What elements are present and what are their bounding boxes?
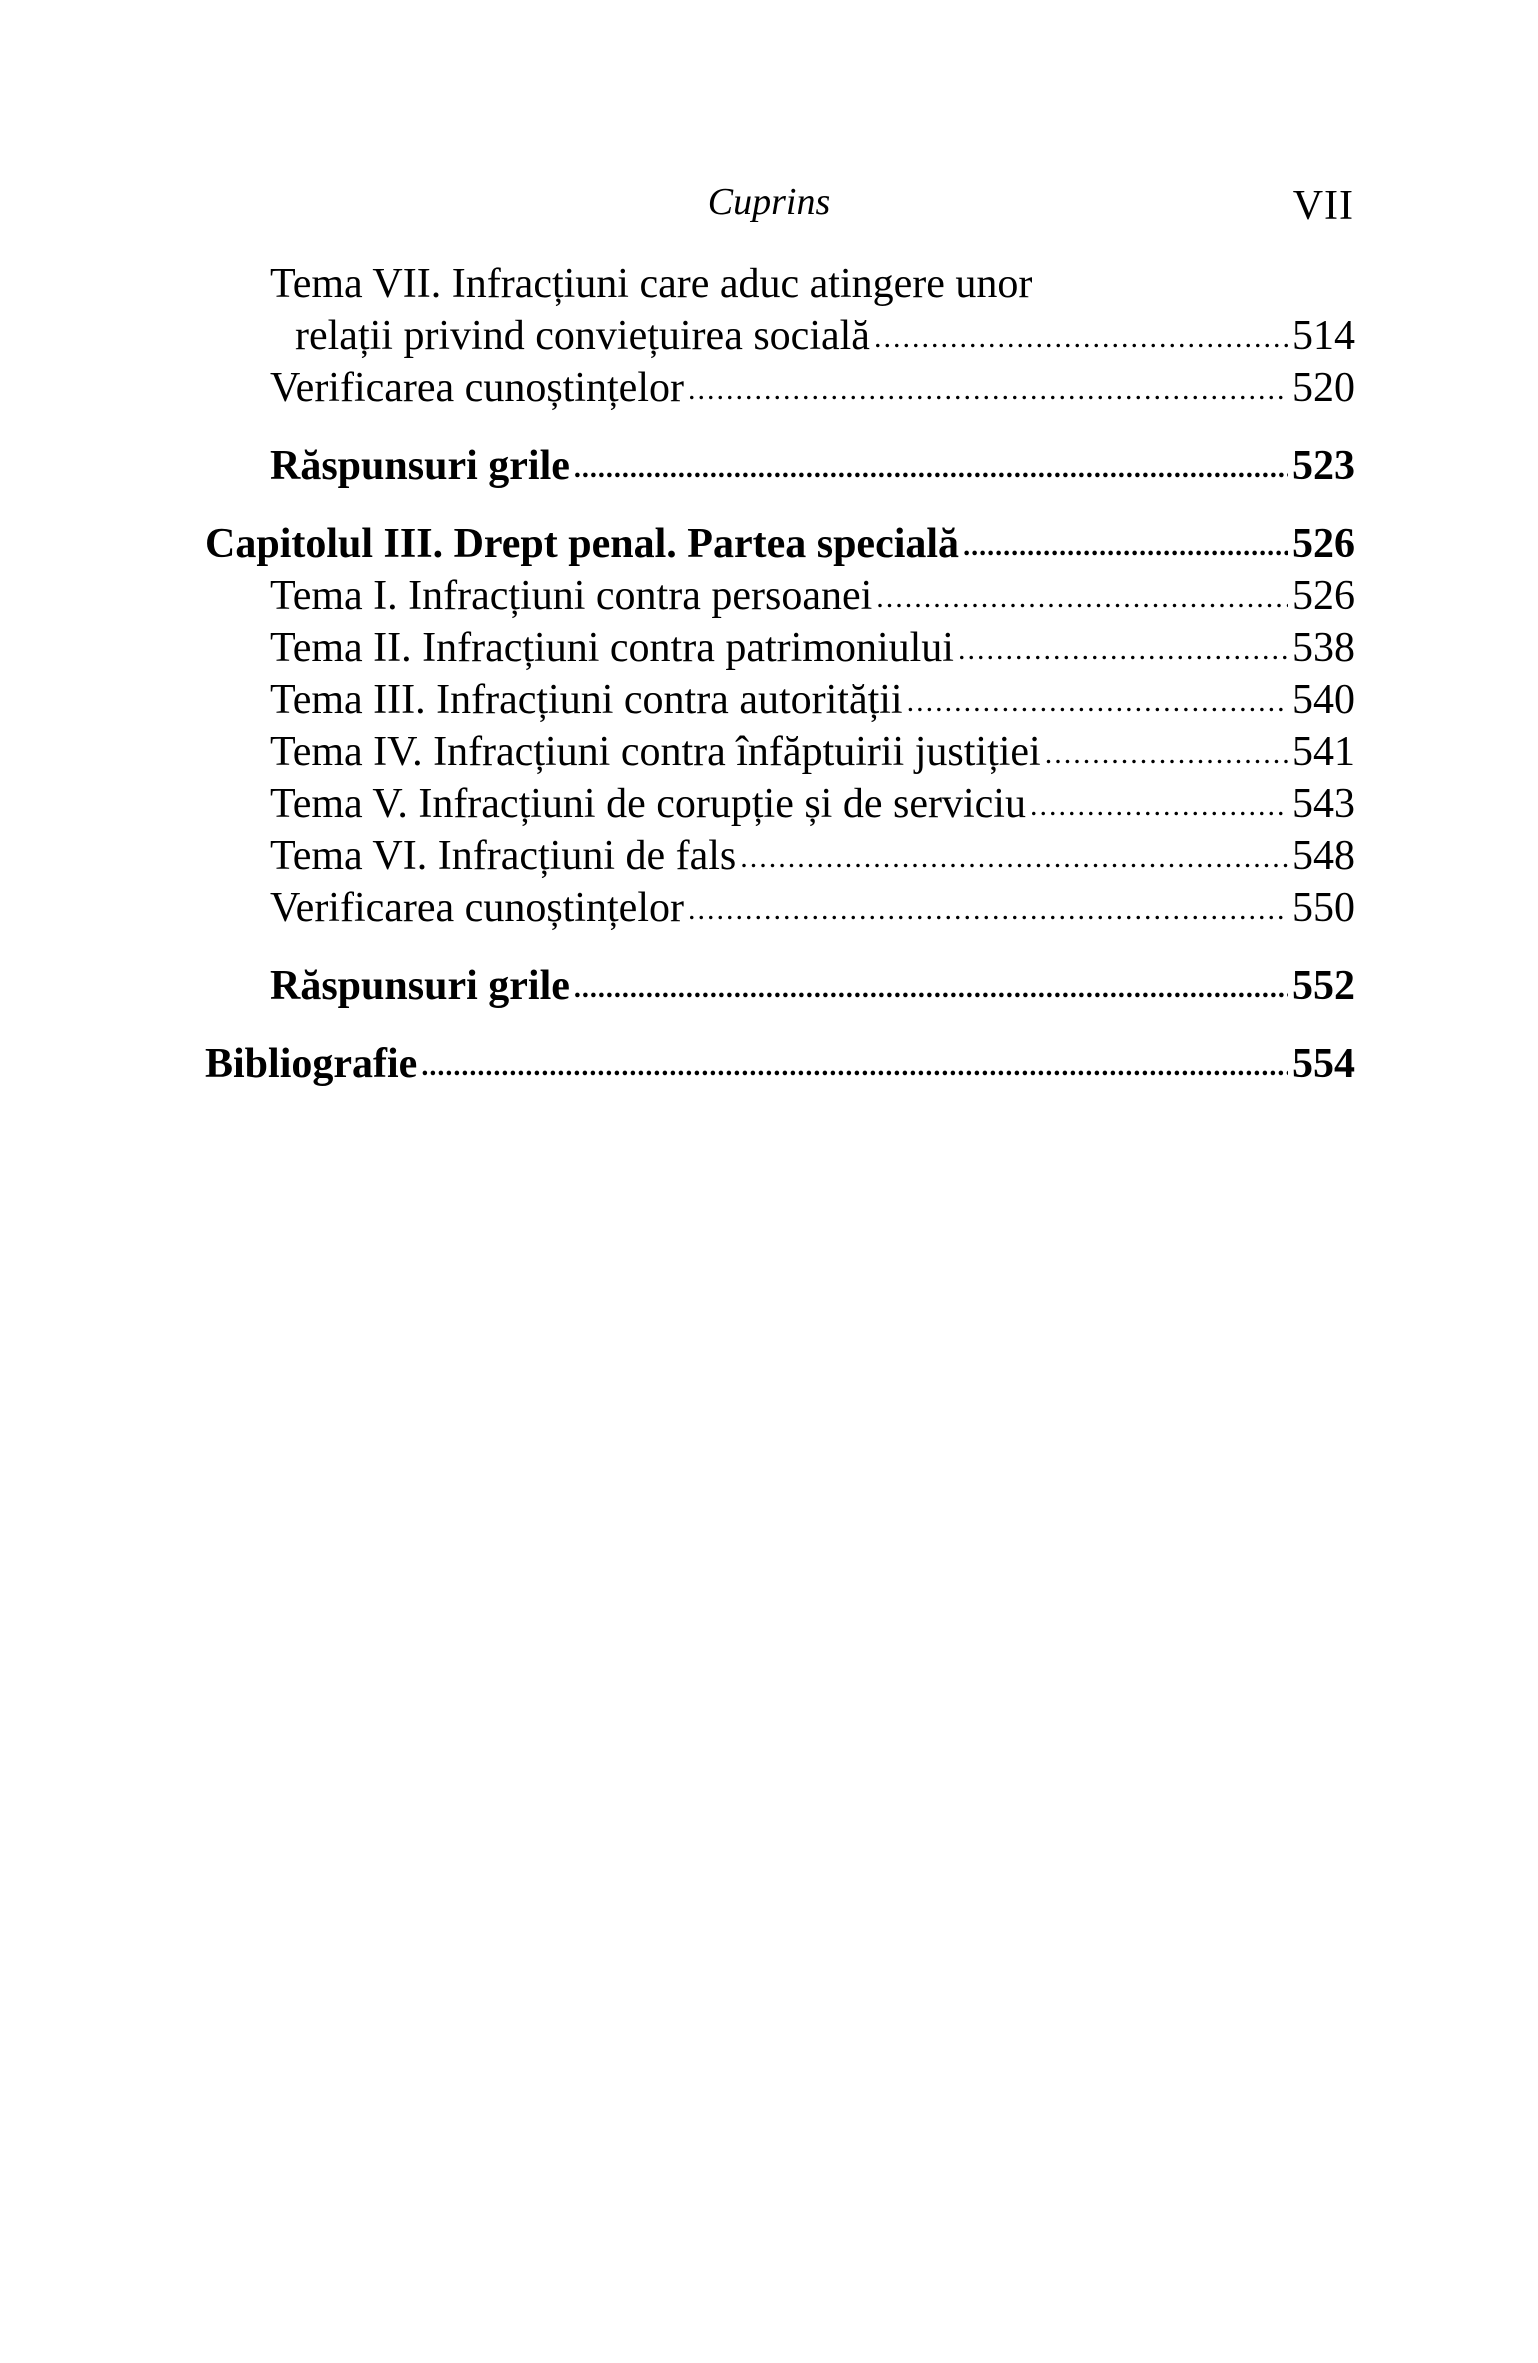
dot-leader — [688, 360, 1288, 416]
dot-leader — [876, 568, 1288, 624]
toc-entry-text: Tema VII. Infracțiuni care aduc atingere unor — [270, 261, 1033, 307]
toc-entry-page: 514 — [1292, 313, 1355, 359]
toc-entry-text: Răspunsuri grile — [270, 443, 570, 489]
toc-entry-text: Tema IV. Infracțiuni contra înfăptuirii justiției — [270, 729, 1041, 775]
toc-entry-page: 526 — [1292, 573, 1355, 619]
toc-entry-text: Tema VI. Infracțiuni de fals — [270, 833, 737, 879]
toc-entry-page: 554 — [1292, 1041, 1355, 1087]
toc-entry-text: Tema II. Infracțiuni contra patrimoniului — [270, 625, 954, 671]
toc-entry-text: Bibliografie — [205, 1041, 418, 1087]
dot-leader — [574, 438, 1288, 495]
toc-entry-page: 520 — [1292, 365, 1355, 411]
toc-entry-tema-7-line1 — [205, 258, 1355, 310]
toc-entry-text: Capitolul III. Drept penal. Partea specială — [205, 521, 960, 567]
toc-entry-page: 552 — [1292, 963, 1355, 1009]
dot-leader — [1045, 724, 1288, 780]
dot-leader — [740, 828, 1288, 884]
toc-entry — [205, 830, 1355, 882]
toc-entry — [205, 674, 1355, 726]
dot-leader — [421, 1036, 1288, 1093]
toc-entry-raspunsuri-1 — [205, 440, 1355, 492]
toc-entry-capitolul-3 — [205, 518, 1355, 570]
toc-entry-text: Verificarea cunoștințelor — [270, 885, 684, 931]
toc-entry — [205, 726, 1355, 778]
toc-entry-text: relații privind conviețuirea socială — [295, 313, 870, 359]
toc-entry-text: Răspunsuri grile — [270, 963, 570, 1009]
toc-entry-page: 540 — [1292, 677, 1355, 723]
toc-entry-text: Tema V. Infracțiuni de corupție și de serviciu — [270, 781, 1026, 827]
toc-entry-text: Tema III. Infracțiuni contra autorității — [270, 677, 903, 723]
dot-leader — [907, 672, 1288, 728]
toc-entry-text: Tema I. Infracțiuni contra persoanei — [270, 573, 873, 619]
toc-entry-raspunsuri-2 — [205, 960, 1355, 1012]
toc-entry — [205, 778, 1355, 830]
header-page-number: VII — [1292, 183, 1354, 229]
table-of-contents — [205, 258, 1355, 1090]
toc-entry-page: 543 — [1292, 781, 1355, 827]
dot-leader — [1030, 776, 1288, 832]
header-title: Cuprins — [707, 181, 831, 223]
toc-entry-page: 523 — [1292, 443, 1355, 489]
toc-entry — [205, 570, 1355, 622]
toc-entry-text: Verificarea cunoștințelor — [270, 365, 684, 411]
toc-entry-page: 541 — [1292, 729, 1355, 775]
toc-entry-page: 550 — [1292, 885, 1355, 931]
dot-leader — [963, 516, 1288, 573]
dot-leader — [874, 308, 1288, 364]
toc-entry-tema-7-line2 — [205, 310, 1355, 362]
toc-entry-page: 538 — [1292, 625, 1355, 671]
toc-entry — [205, 622, 1355, 674]
toc-entry — [205, 882, 1355, 934]
dot-leader — [688, 880, 1288, 936]
toc-entry-page: 548 — [1292, 833, 1355, 879]
dot-leader — [958, 620, 1288, 676]
running-header — [0, 178, 1538, 238]
toc-entry-bibliografie — [205, 1038, 1355, 1090]
toc-entry-page: 526 — [1292, 521, 1355, 567]
toc-entry-verificare-1 — [205, 362, 1355, 414]
dot-leader — [574, 958, 1288, 1015]
